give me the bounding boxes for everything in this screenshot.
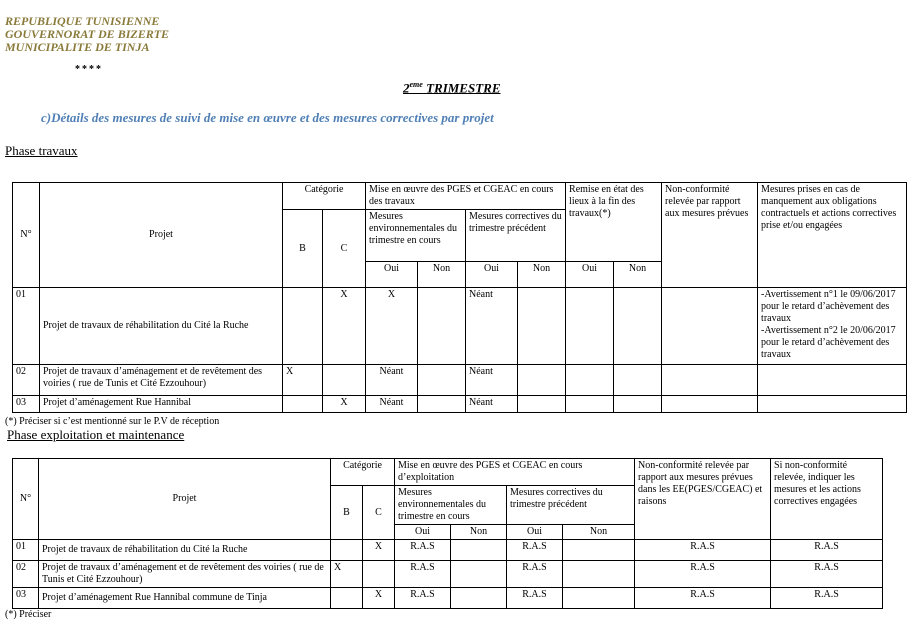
row-env-non bbox=[451, 561, 507, 588]
row-nonconf bbox=[662, 396, 758, 413]
mesures-item-2: -Avertissement n°2 le 20/06/2017 pour le retard d’achèvement des travaux bbox=[761, 325, 896, 360]
row-env-oui: Néant bbox=[366, 396, 418, 413]
row-projet: Projet de travaux de réhabilitation du Cité la Ruche bbox=[40, 288, 283, 365]
exploitation-header-projet: Projet bbox=[39, 459, 331, 540]
travaux-header-num: N° bbox=[13, 183, 40, 288]
exploitation-header-env: Mesures environnementales du trimestre en cours bbox=[395, 486, 507, 525]
row-env-oui: R.A.S bbox=[395, 561, 451, 588]
row-c: X bbox=[323, 396, 366, 413]
exploitation-note: (*) Préciser bbox=[5, 609, 52, 620]
row-env-oui: R.A.S bbox=[395, 588, 451, 609]
row-env-oui: R.A.S bbox=[395, 540, 451, 561]
row-corr-oui: R.A.S bbox=[507, 561, 563, 588]
exploitation-table bbox=[12, 458, 883, 609]
table-row bbox=[13, 288, 907, 365]
travaux-header-mesures: Mesures prises en cas de manquement aux obligations contractuels et actions correctives prise et/ou engagées bbox=[758, 183, 907, 288]
row-corr-non bbox=[563, 588, 635, 609]
travaux-note: (*) Préciser si c’est mentionné sur le P.V de réception bbox=[5, 416, 220, 427]
travaux-header-rem-non: Non bbox=[614, 262, 662, 288]
row-corr-oui: Néant bbox=[466, 365, 518, 396]
row-env-non bbox=[451, 588, 507, 609]
travaux-header-env: Mesures environnementales du trimestre en cours bbox=[366, 210, 466, 262]
exploitation-header-c: C bbox=[363, 486, 395, 540]
letterhead-line-2: GOUVERNORAT DE BIZERTE bbox=[5, 27, 170, 41]
row-corr-non bbox=[518, 288, 566, 365]
trimestre-sup: eme bbox=[409, 80, 423, 89]
table-row bbox=[13, 561, 883, 588]
exploitation-header-env-oui: Oui bbox=[395, 525, 451, 540]
table-row bbox=[13, 396, 907, 413]
exploitation-header-si: Si non-conformité relevée, indiquer les mesures et les actions correctives engagées bbox=[771, 459, 883, 540]
exploitation-header-num: N° bbox=[13, 459, 39, 540]
row-b: X bbox=[331, 561, 363, 588]
row-rem-non bbox=[614, 365, 662, 396]
table-row bbox=[13, 365, 907, 396]
row-rem-non bbox=[614, 288, 662, 365]
travaux-header-rem-oui: Oui bbox=[566, 262, 614, 288]
letterhead bbox=[5, 15, 169, 54]
row-num: 02 bbox=[13, 561, 39, 588]
exploitation-header-categorie: Catégorie bbox=[331, 459, 395, 486]
stars-separator: **** bbox=[75, 64, 103, 75]
row-corr-oui: Néant bbox=[466, 288, 518, 365]
row-num: 03 bbox=[13, 396, 40, 413]
row-corr-oui: R.A.S bbox=[507, 588, 563, 609]
details-title: c)Détails des mesures de suivi de mise en œuvre et des mesures correctives par projet bbox=[41, 110, 494, 125]
travaux-header-corr-non: Non bbox=[518, 262, 566, 288]
row-corr-oui: Néant bbox=[466, 396, 518, 413]
phase-travaux-title: Phase travaux bbox=[5, 143, 78, 158]
travaux-header-env-non: Non bbox=[418, 262, 466, 288]
travaux-header-mise: Mise en œuvre des PGES et CGEAC en cours des travaux bbox=[366, 183, 566, 210]
row-rem-oui bbox=[566, 365, 614, 396]
row-si: R.A.S bbox=[771, 588, 883, 609]
trimestre-title bbox=[403, 80, 501, 96]
row-c: X bbox=[323, 288, 366, 365]
row-mesures bbox=[758, 365, 907, 396]
row-b bbox=[283, 288, 323, 365]
row-mesures bbox=[758, 396, 907, 413]
row-nonconf bbox=[662, 365, 758, 396]
row-nonconf: R.A.S bbox=[635, 588, 771, 609]
travaux-header-corr-oui: Oui bbox=[466, 262, 518, 288]
row-nonconf: R.A.S bbox=[635, 540, 771, 561]
table-row bbox=[13, 540, 883, 561]
row-si: R.A.S bbox=[771, 540, 883, 561]
letterhead-line-3: MUNICIPALITE DE TINJA bbox=[5, 40, 150, 54]
row-b bbox=[283, 396, 323, 413]
row-si: R.A.S bbox=[771, 561, 883, 588]
travaux-table bbox=[12, 182, 907, 413]
travaux-header-categorie: Catégorie bbox=[283, 183, 366, 210]
trimestre-number: 2 bbox=[403, 80, 410, 96]
travaux-header-corr: Mesures correctives du trimestre précédent bbox=[466, 210, 566, 262]
travaux-header-c: C bbox=[323, 210, 366, 288]
exploitation-header-mise: Mise en œuvre des PGES et CGEAC en cours d’exploitation bbox=[395, 459, 635, 486]
row-num: 01 bbox=[13, 540, 39, 561]
exploitation-header-corr: Mesures correctives du trimestre précédent bbox=[507, 486, 635, 525]
row-projet: Projet de travaux d’aménagement et de revêtement des voiries ( rue de Tunis et Cité Ezzouhour) bbox=[40, 365, 283, 396]
row-c bbox=[323, 365, 366, 396]
row-nonconf: R.A.S bbox=[635, 561, 771, 588]
row-corr-oui: R.A.S bbox=[507, 540, 563, 561]
row-corr-non bbox=[518, 396, 566, 413]
row-b: X bbox=[283, 365, 323, 396]
travaux-header-env-oui: Oui bbox=[366, 262, 418, 288]
travaux-header-remise: Remise en état des lieux à la fin des travaux(*) bbox=[566, 183, 662, 262]
row-env-oui: Néant bbox=[366, 365, 418, 396]
travaux-header-nonconf: Non-conformité relevée par rapport aux mesures prévues bbox=[662, 183, 758, 288]
row-c: X bbox=[363, 588, 395, 609]
row-nonconf bbox=[662, 288, 758, 365]
travaux-header-projet: Projet bbox=[40, 183, 283, 288]
row-env-oui: X bbox=[366, 288, 418, 365]
exploitation-header-nonconf: Non-conformité relevée par rapport aux mesures prévues dans les EE(PGES/CGEAC) et raisons bbox=[635, 459, 771, 540]
row-projet: Projet de travaux d’aménagement et de revêtement des voiries ( rue de Tunis et Cité Ezzouhour) bbox=[39, 561, 331, 588]
row-env-non bbox=[451, 540, 507, 561]
row-rem-oui bbox=[566, 396, 614, 413]
row-projet: Projet d’aménagement Rue Hannibal commune de Tinja bbox=[39, 588, 331, 609]
row-env-non bbox=[418, 396, 466, 413]
row-corr-non bbox=[518, 365, 566, 396]
mesures-item-1: -Avertissement n°1 le 09/06/2017 pour le retard d’achèvement des travaux bbox=[761, 289, 896, 324]
row-num: 03 bbox=[13, 588, 39, 609]
row-projet: Projet de travaux de réhabilitation du Cité la Ruche bbox=[39, 540, 331, 561]
exploitation-header-corr-oui: Oui bbox=[507, 525, 563, 540]
row-corr-non bbox=[563, 561, 635, 588]
row-corr-non bbox=[563, 540, 635, 561]
row-env-non bbox=[418, 365, 466, 396]
phase-exploitation-title: Phase exploitation et maintenance bbox=[7, 427, 185, 442]
row-c bbox=[363, 561, 395, 588]
table-row bbox=[13, 588, 883, 609]
exploitation-header-env-non: Non bbox=[451, 525, 507, 540]
row-num: 01 bbox=[13, 288, 40, 365]
row-rem-oui bbox=[566, 288, 614, 365]
exploitation-header-b: B bbox=[331, 486, 363, 540]
row-mesures bbox=[758, 288, 907, 365]
row-b bbox=[331, 588, 363, 609]
row-b bbox=[331, 540, 363, 561]
row-num: 02 bbox=[13, 365, 40, 396]
trimestre-label: TRIMESTRE bbox=[426, 80, 501, 96]
row-rem-non bbox=[614, 396, 662, 413]
letterhead-line-1: REPUBLIQUE TUNISIENNE bbox=[5, 14, 160, 28]
travaux-header-b: B bbox=[283, 210, 323, 288]
row-projet: Projet d’aménagement Rue Hannibal bbox=[40, 396, 283, 413]
row-c: X bbox=[363, 540, 395, 561]
row-env-non bbox=[418, 288, 466, 365]
exploitation-header-corr-non: Non bbox=[563, 525, 635, 540]
